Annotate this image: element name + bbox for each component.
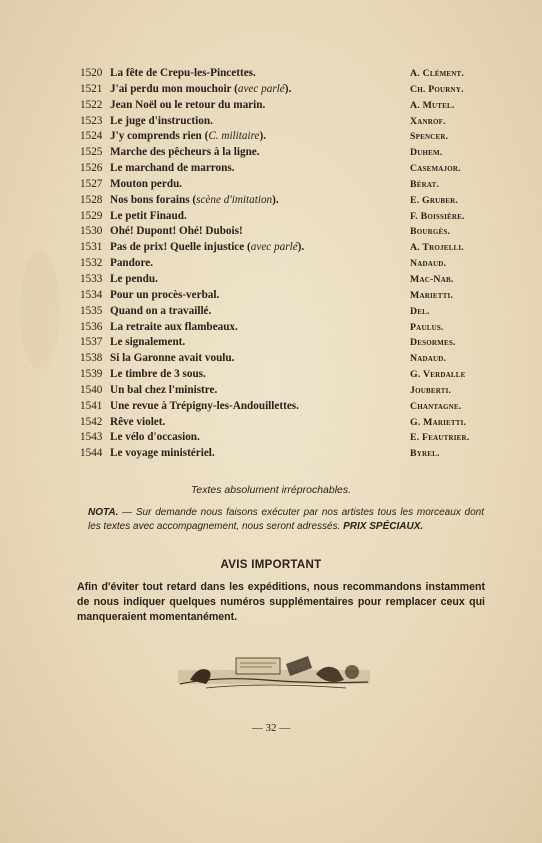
song-title bbox=[110, 224, 243, 240]
song-title-text: Si la Garonne avait voulu. bbox=[110, 352, 235, 365]
song-title-text: La retraite aux flambeaux. bbox=[110, 320, 238, 333]
song-catalog bbox=[80, 66, 490, 462]
song-title bbox=[110, 430, 200, 446]
catalog-row bbox=[80, 145, 490, 161]
song-title bbox=[110, 288, 219, 304]
catalog-row bbox=[80, 335, 490, 351]
nota-paragraph bbox=[88, 506, 484, 533]
song-title-text: J'y comprends rien ( bbox=[110, 130, 209, 143]
author-name: Del. bbox=[410, 305, 430, 317]
page-number: — 32 — bbox=[251, 722, 291, 734]
author-name: Marietti. bbox=[410, 289, 454, 301]
decorative-vignette bbox=[176, 650, 372, 692]
song-title-text: La fête de Crepu-les-Pincettes. bbox=[110, 67, 256, 79]
song-title-remark: avec parlé bbox=[250, 241, 298, 254]
song-title-text: Pas de prix! Quelle injustice ( bbox=[110, 241, 251, 254]
song-title bbox=[110, 351, 234, 367]
song-title-text: Le signalement. bbox=[110, 336, 186, 349]
song-title bbox=[110, 177, 182, 193]
catalog-number: 1540 bbox=[80, 383, 103, 396]
catalog-row bbox=[80, 82, 490, 98]
song-title bbox=[110, 335, 185, 351]
author-name: A. Clément. bbox=[410, 68, 465, 79]
catalog-number: 1544 bbox=[80, 447, 103, 460]
song-title-text: Rêve violet. bbox=[110, 415, 166, 428]
author-name: Chantagne. bbox=[410, 400, 462, 412]
author-name: E. Gruber. bbox=[410, 194, 459, 206]
song-title-remark: C. militaire bbox=[208, 130, 260, 143]
avis-body: Afin d'éviter tout retard dans les expéditions, nous recommandons instamment de nous indiquer quelques numéros supplémentaires pour remplacer ceux qui manqueraient momentanément. bbox=[77, 581, 485, 623]
song-title-end: ). bbox=[272, 193, 279, 206]
author-name: G. Verdalle bbox=[410, 369, 466, 381]
catalog-number: 1539 bbox=[80, 368, 103, 381]
catalog-row bbox=[80, 240, 490, 256]
author-name: F. Boissière. bbox=[410, 210, 465, 222]
catalog-number: 1525 bbox=[80, 146, 103, 159]
song-title-remark: avec parlé bbox=[237, 82, 285, 95]
author-name: Duhem. bbox=[410, 147, 443, 159]
catalog-number: 1538 bbox=[80, 352, 103, 365]
song-title bbox=[110, 98, 265, 114]
song-title-text: Mouton perdu. bbox=[110, 177, 183, 190]
song-title-text: Le vélo d'occasion. bbox=[110, 431, 200, 444]
catalog-row bbox=[80, 98, 490, 114]
song-title bbox=[110, 383, 217, 399]
catalog-row bbox=[80, 320, 490, 336]
song-title bbox=[110, 66, 256, 82]
song-title-text: Une revue à Trépigny-les-Andouillettes. bbox=[110, 399, 299, 412]
song-title bbox=[110, 145, 260, 161]
song-title bbox=[110, 209, 187, 225]
song-title-end: ). bbox=[297, 241, 305, 254]
author-name: Xanrof. bbox=[410, 115, 446, 127]
song-title-end: ). bbox=[259, 130, 267, 143]
nota-lead: NOTA. bbox=[88, 507, 119, 518]
catalog-number: 1524 bbox=[80, 130, 103, 143]
song-title-text: Le timbre de 3 sous. bbox=[110, 368, 206, 381]
catalog-row bbox=[80, 446, 490, 462]
catalog-row bbox=[80, 351, 490, 367]
song-title bbox=[110, 193, 279, 209]
catalog-row bbox=[80, 114, 490, 130]
catalog-row bbox=[80, 66, 490, 82]
catalog-number: 1521 bbox=[80, 82, 103, 95]
catalog-number: 1522 bbox=[80, 98, 103, 111]
catalog-row bbox=[80, 272, 490, 288]
song-title bbox=[110, 82, 291, 98]
song-title bbox=[110, 304, 211, 320]
song-title bbox=[110, 272, 158, 288]
catalog-number: 1536 bbox=[80, 320, 103, 333]
author-name: E. Feautrier. bbox=[410, 432, 470, 444]
author-name: A. Trojelli. bbox=[410, 242, 464, 254]
author-name: A. Mutel. bbox=[410, 99, 455, 111]
catalog-number: 1523 bbox=[80, 114, 103, 127]
author-name: Nadaud. bbox=[410, 258, 447, 270]
catalog-number: 1533 bbox=[80, 272, 103, 285]
catalog-row bbox=[80, 256, 490, 272]
avis-heading: AVIS IMPORTANT bbox=[220, 559, 322, 571]
song-title-text: Le voyage ministériel. bbox=[110, 447, 215, 460]
catalog-row bbox=[80, 304, 490, 320]
song-title-end: ). bbox=[284, 82, 292, 95]
catalog-row bbox=[80, 129, 490, 145]
song-title-text: J'ai perdu mon mouchoir ( bbox=[110, 82, 238, 95]
catalog-row bbox=[80, 399, 490, 415]
author-name: Paulus. bbox=[410, 321, 444, 333]
song-title bbox=[110, 256, 153, 272]
author-name: G. Marietti. bbox=[410, 416, 467, 428]
song-title-text: Jean Noël ou le retour du marin. bbox=[110, 98, 266, 111]
author-name: Spencer. bbox=[410, 131, 449, 143]
catalog-row bbox=[80, 430, 490, 446]
song-title bbox=[110, 367, 206, 383]
song-title-text: Quand on a travaillé. bbox=[110, 304, 212, 317]
catalog-number: 1535 bbox=[80, 304, 103, 317]
special-prices: PRIX SPÉCIAUX. bbox=[343, 520, 424, 532]
catalog-number: 1541 bbox=[80, 399, 103, 412]
catalog-number: 1528 bbox=[80, 193, 103, 206]
author-name: Bourgès. bbox=[410, 226, 451, 238]
song-title bbox=[110, 399, 299, 415]
author-name: Byrel. bbox=[410, 448, 440, 460]
song-title bbox=[110, 415, 165, 431]
catalog-number: 1537 bbox=[80, 336, 103, 349]
catalog-row bbox=[80, 209, 490, 225]
clean-texts-note: Textes absolument irréprochables. bbox=[190, 484, 352, 496]
song-title-text: Le petit Finaud. bbox=[110, 209, 187, 222]
catalog-number: 1527 bbox=[80, 177, 103, 190]
catalog-number: 1529 bbox=[80, 209, 103, 222]
song-title bbox=[110, 320, 238, 336]
catalog-row bbox=[80, 193, 490, 209]
song-title bbox=[110, 129, 266, 145]
catalog-row bbox=[80, 161, 490, 177]
author-name: Casemajor. bbox=[410, 163, 461, 175]
catalog-number: 1532 bbox=[80, 257, 103, 270]
catalog-row bbox=[80, 177, 490, 193]
catalog-row bbox=[80, 224, 490, 240]
song-title bbox=[110, 240, 304, 256]
song-title-text: Le pendu. bbox=[110, 272, 158, 285]
author-name: Mac-Nab. bbox=[410, 273, 454, 285]
catalog-row bbox=[80, 383, 490, 399]
catalog-number: 1526 bbox=[80, 162, 103, 175]
song-title-remark: scène d'imitation bbox=[196, 193, 273, 206]
song-title bbox=[110, 161, 235, 177]
catalog-number: 1520 bbox=[80, 67, 103, 79]
author-name: Jouberti. bbox=[410, 384, 452, 396]
catalog-number: 1543 bbox=[80, 431, 103, 444]
author-name: Desormes. bbox=[410, 337, 456, 349]
catalog-number: 1534 bbox=[80, 288, 103, 301]
catalog-number: 1542 bbox=[80, 415, 103, 428]
song-title bbox=[110, 446, 215, 462]
catalog-row bbox=[80, 415, 490, 431]
catalog-row bbox=[80, 288, 490, 304]
catalog-number: 1530 bbox=[80, 225, 103, 238]
song-title-text: Pandore. bbox=[110, 257, 153, 270]
song-title-text: Marche des pêcheurs à la ligne. bbox=[110, 146, 260, 159]
nota-text: — Sur demande nous faisons exécuter par nos artistes tous les morceaux dont les textes avec accompagnement, nous seront adressés. bbox=[88, 507, 484, 532]
catalog-row bbox=[80, 367, 490, 383]
song-title-text: Pour un procès-verbal. bbox=[110, 288, 220, 301]
song-title-text: Ohé! Dupont! Ohé! Dubois! bbox=[110, 225, 243, 238]
paper-stain bbox=[20, 250, 60, 370]
song-title-text: Le marchand de marrons. bbox=[110, 162, 235, 175]
song-title-text: Le juge d'instruction. bbox=[110, 114, 213, 127]
author-name: Nadaud. bbox=[410, 353, 447, 365]
author-name: Bérat. bbox=[410, 178, 440, 190]
song-title bbox=[110, 114, 213, 130]
catalog-number: 1531 bbox=[80, 241, 103, 254]
author-name: Ch. Pourny. bbox=[410, 83, 464, 95]
song-title-text: Nos bons forains ( bbox=[110, 193, 197, 206]
song-title-text: Un bal chez l'ministre. bbox=[110, 383, 218, 396]
